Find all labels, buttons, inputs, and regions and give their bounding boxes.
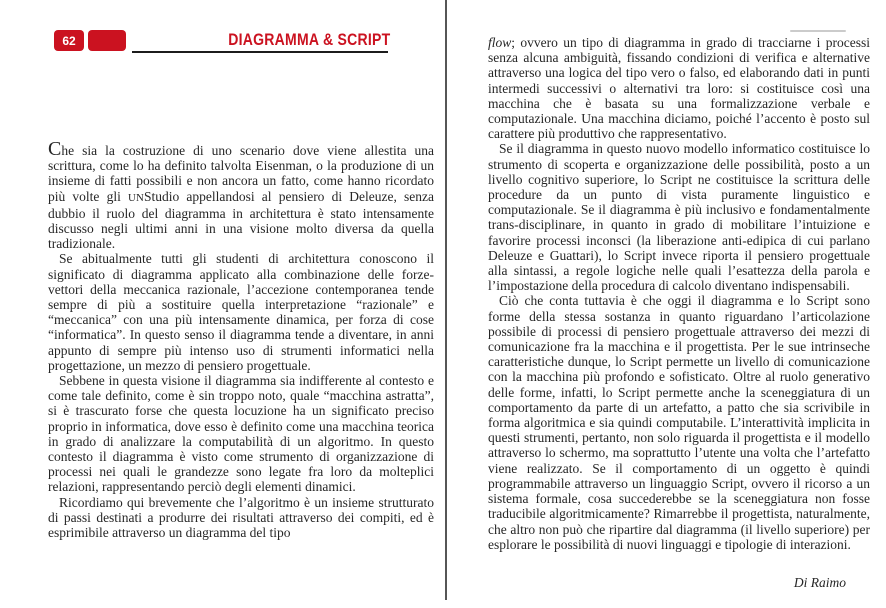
paragraph [488,293,870,551]
right-text-column [488,35,870,552]
text-run-normal: Studio appellandosi al pensiero di Deleuze, senza dubbio il ruolo del diagramma in architettura è stato intensamente discusso negli ultimi anni in una visione molto diversa da quella tradizionale. [48,188,434,252]
text-run-normal: Se il diagramma in questo nuovo modello informatico costituisce lo strumento di scoperta e organizzazione delle possibilità, posto a un livello cognitivo superiore, lo Script ne costituisce la scrittura delle procedure da un punto di vista puramente linguistico e computazionale. Se il diagramma è più inclusivo e fondamentalmente trans-disciplinare, in quanto in grado di mobilitare l’intuizione e favorire processi inconsci (la liberazione anti-edipica di cui parlano Deleuze e Guattari), lo Script invece riporta il pensiero progettuale alla sintassi, a regole logiche nelle quali l’esattezza della parola e l’impostazione della procedura di calcolo diventano indispensabili. [488,141,870,294]
chapter-title: DIAGRAMMA & SCRIPT [228,31,391,49]
text-run-italic: flow [488,35,512,50]
text-run-initial: C [48,138,62,160]
text-run-normal: Ricordiamo qui brevemente che l’algoritmo è un insieme strutturato di passi destinati a produrre dei risultati attraverso dei compiti, ed è esprimibile attraverso un diagramma del tipo [48,494,434,541]
text-run-normal: Sebbene in questa visione il diagramma sia indifferente al contesto e come tale definito, come è sin troppo noto, quale “macchina astratta”, si è trascurato forse che questa locuzione ha un significato preciso proprio in informatica, dove esso è definito come una macchina teorica in grado di analizzare la computabilità di un algoritmo. In questo contesto il diagramma è visto come strumento di organizzazione di processi nei quali le grandezze sono legate fra loro da molteplici relazioni, rappresentando perciò degli elementi dinamici. [48,373,434,495]
text-run-normal: Se abitualmente tutti gli studenti di architettura conoscono il significato di diagramma applicato alla combinazione delle forze-vettori della meccanica razionale, l’accezione contemporanea tende sempre di più a sostituire quella interpretazione “razionale” e “meccanica” con una più intensamente dinamica, per forza di cose “informatica”. In questo senso il diagramma tende a diventare, in anni appunto di sempre più intenso uso di strumenti informatici nella progettazione, un mezzo di pensiero progettuale. [48,251,434,373]
text-run-normal: ; ovvero un tipo di diagramma in grado di tracciarne i processi senza alcuna ambiguità, fissando condizioni di verifica e alternative attraverso una logica del tipo vero o falso, ed elaborando dati in punti intermedi successivi o alternativi tra loro: si costituisce così una macchina che è basata su una formalizzazione verbale e computazionale. Una macchina diciamo, poiché l’accento è posto sul carattere più produttivo che rappresentativo. [488,35,870,142]
paragraph [488,35,870,141]
author-signature: Di Raimo [793,575,846,590]
page-number: 62 [62,33,76,48]
text-run-smallcaps: UN [127,191,144,204]
bleed-through-rule [790,30,846,32]
paragraph [488,141,870,293]
text-run-normal: he sia la costruzione di uno scenario dove viene allestita una scrittura, come lo ha definito talvolta Eisenman, o la produzione di un insieme di fatti possibili e non ancora un fatto, come hanno ricordato più volte gli [48,143,434,204]
text-run-normal: Ciò che conta tuttavia è che oggi il diagramma e lo Script sono forme della stessa sostanza in quanto riguardano l’articolazione possibile di processi di pensiero progettuale attraverso dei mezzi di comunicazione fra la macchina e il progettista. Per le sue intrinseche caratteristiche dunque, lo Script permette un livello di comunicazione con la macchina più profondo e sofisticato. Oltre al ruolo generativo delle forme, infatti, lo Script permette anche la sceneggiatura di un comportamento da parte di un artefatto, a patto che sia scrivibile in forma algoritmica e sia quindi computabile. L’interattività implicita in questi strumenti, pertanto, non solo riguarda il progettista e il modello attraverso lo schermo, ma soprattutto l’utente una volta che l’artefatto viene realizzato. Se il comportamento di un oggetto è quindi programmabile attraverso un linguaggio Script, ovvero il ricorso a un sistema formale, cosa succederebbe se la sceneggiatura non fosse traducibile algoritmicamente? Rimarrebbe il progettista, naturalmente, che altro non può che ripartire dal diagramma (il livello superiore) per esplorare le possibilità di nuovi linguaggi e tipologie di interazioni. [488,293,870,552]
